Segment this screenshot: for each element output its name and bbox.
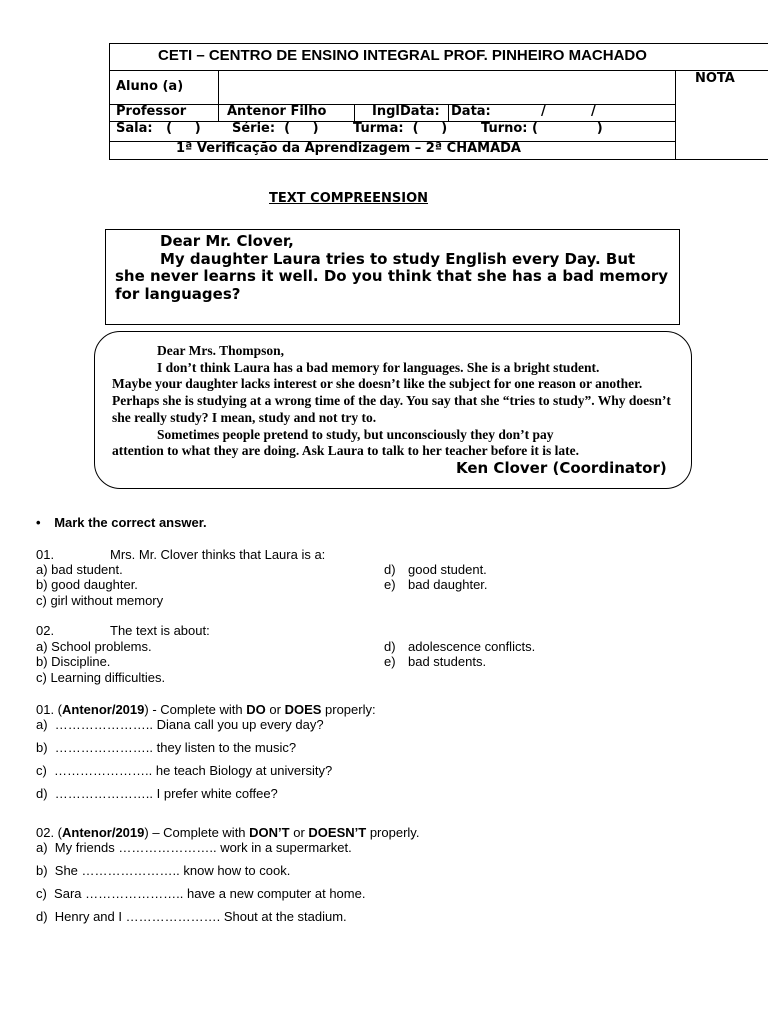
ex1-or: or [265,702,285,717]
ex1-item-b[interactable]: b) ………………….. they listen to the music? [36,740,297,755]
ex2-item-a[interactable]: a) My friends ………………….. work in a supermarket. [36,840,352,855]
ex1-item-a[interactable]: a) ………………….. Diana call you up every day? [36,717,324,732]
turma-field: Turma: ( ) [353,121,448,136]
q1-option-d[interactable]: good student. [408,562,487,577]
ex1-prefix: 01. ( [36,702,63,717]
ex1-heading [36,702,376,717]
letter-1-greeting: Dear Mr. Clover, [160,232,294,250]
q1-option-d-letter[interactable]: d) [384,562,396,577]
instruction-text: Mark the correct answer. [54,515,207,530]
professor-label: Professor [116,104,187,119]
ex2-item-c[interactable]: c) Sara ………………….. have a new computer at home. [36,886,366,901]
letter-1-rest: she never learns it well. Do you think that she has a bad memory for languages? [115,267,669,303]
q2-option-d-letter[interactable]: d) [384,639,396,654]
q1-option-e-letter[interactable]: e) [384,577,396,592]
letter-2-para1-first: I don’t think Laura has a bad memory for languages. She is a bright student. [157,359,600,375]
q1-option-c[interactable]: c) girl without memory [36,593,164,608]
letter-1-text [115,233,671,303]
letter-2-text [112,343,672,460]
exam-title: 1ª Verificação da Aprendizagem – 2ª CHAMADA [176,141,521,156]
serie-field: Série: ( ) [232,121,319,136]
sala-field: Sala: ( ) [116,121,201,136]
professor-name: Antenor Filho [227,104,327,119]
ex2-or: or [289,825,309,840]
bullet-icon: • [36,515,41,530]
letter-2-greeting: Dear Mrs. Thompson, [157,343,285,358]
ex1-item-d[interactable]: d) ………………….. I prefer white coffee? [36,786,278,801]
ex1-item-c[interactable]: c) ………………….. he teach Biology at university? [36,763,333,778]
instruction [36,515,207,530]
q2-option-a[interactable]: a) School problems. [36,639,152,654]
turno-field: Turno: ( ) [481,121,603,136]
q1-option-b[interactable]: b) good daughter. [36,577,138,592]
subject-label: Ingl [372,104,400,119]
q2-option-d[interactable]: adolescence conflicts. [408,639,536,654]
letter-2-para2-first: Sometimes people pretend to study, but unconsciously they don’t pay [157,426,554,442]
ex2-mid: ) – Complete with [144,825,250,840]
letter-1-line1: My daughter Laura tries to study English every Day. But [160,249,636,268]
ex2-heading [36,825,419,840]
ex2-prefix: 02. ( [36,825,63,840]
q2-number: 02. [36,623,55,638]
school-name: CETI – CENTRO DE ENSINO INTEGRAL PROF. PINHEIRO MACHADO [158,47,647,64]
q2-option-b[interactable]: b) Discipline. [36,654,111,669]
ex1-end: properly: [321,702,376,717]
q1-question: Mrs. Mr. Clover thinks that Laura is a: [110,547,326,562]
ex2-end: properly. [366,825,420,840]
q2-option-e[interactable]: bad students. [408,654,487,669]
nota-label: NOTA [695,71,735,86]
ex2-item-d[interactable]: d) Henry and I …………………. Shout at the stadium. [36,909,347,924]
q1-option-e[interactable]: bad daughter. [408,577,488,592]
ex2-item-b[interactable]: b) She ………………….. know how to cook. [36,863,291,878]
q1-option-a[interactable]: a) bad student. [36,562,123,577]
date-slashes: / / [541,104,596,119]
q2-question: The text is about: [110,623,210,638]
ex1-author: Antenor/2019 [62,702,145,717]
ex1-word-do: DO [246,702,266,717]
q1-number: 01. [36,547,55,562]
q2-option-c[interactable]: c) Learning difficulties. [36,670,166,685]
letter-2-para1-rest: Maybe your daughter lacks interest or she doesn’t like the subject for one reason or another. Perhaps she is studying at a wrong time of the day. You say that she “tries to study”. Why doesn’t she really study? I mean, study and not try to. [112,376,671,425]
letter-2-signature: Ken Clover (Coordinator) [456,459,667,477]
ex2-word-dont: DON’T [249,825,290,840]
page-title: TEXT COMPREENSION [269,191,429,206]
q2-option-e-letter[interactable]: e) [384,654,396,669]
aluno-label: Aluno (a) [116,79,184,94]
ex2-author: Antenor/2019 [62,825,145,840]
date-label-2: Data: [451,104,491,119]
date-label-1: Data: [400,104,440,119]
ex1-word-does: DOES [284,702,322,717]
ex1-mid: ) - Complete with [144,702,247,717]
ex2-word-doesnt: DOESN’T [308,825,367,840]
letter-2-para2-rest: attention to what they are doing. Ask Laura to talk to her teacher before it is late. [112,443,579,459]
